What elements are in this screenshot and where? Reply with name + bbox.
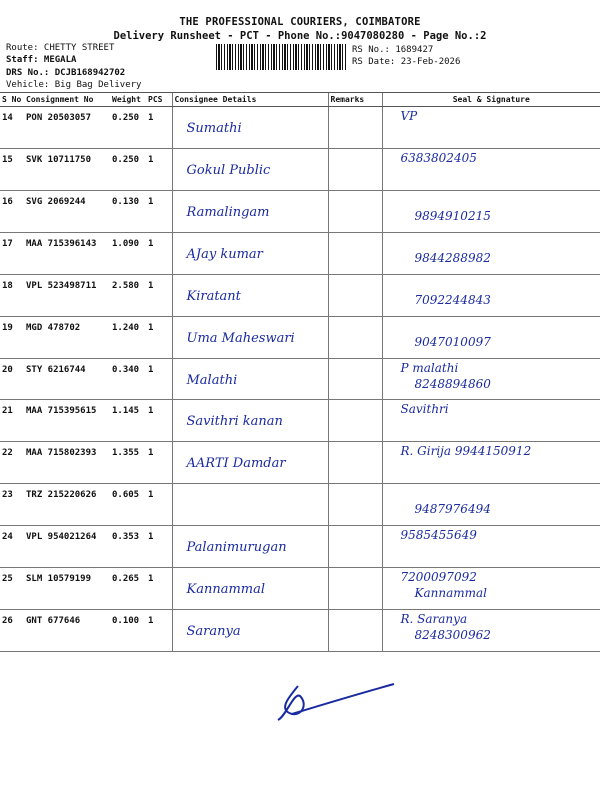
- cell-pcs: 1: [146, 148, 172, 190]
- supervisor-signature: [268, 676, 398, 722]
- cell-consignee: [172, 526, 328, 568]
- table-row: [0, 442, 600, 484]
- col-pcs: PCS: [146, 93, 172, 107]
- cell-weight: 0.130: [110, 190, 146, 232]
- cell-weight: 0.250: [110, 148, 146, 190]
- cell-seal-signature: [382, 400, 600, 442]
- cell-sno: 14: [0, 107, 24, 149]
- cell-seal-signature: [382, 358, 600, 400]
- cell-sno: 22: [0, 442, 24, 484]
- cell-consignment: MAA 715802393: [24, 442, 110, 484]
- consignee-handwriting: Uma Maheswari: [186, 330, 295, 346]
- cell-pcs: 1: [146, 568, 172, 610]
- table-row: [0, 610, 600, 652]
- cell-consignment: VPL 954021264: [24, 526, 110, 568]
- col-remarks: Remarks: [328, 93, 382, 107]
- seal-signature-text: VP: [400, 109, 418, 123]
- vehicle-label: Vehicle: Big Bag Delivery: [6, 80, 142, 90]
- route-label: Route: CHETTY STREET: [6, 43, 115, 53]
- cell-weight: 1.355: [110, 442, 146, 484]
- seal-phone-text: 8248894860: [414, 376, 491, 391]
- cell-consignee: [172, 610, 328, 652]
- consignee-handwriting: Ramalingam: [186, 204, 270, 220]
- cell-sno: 17: [0, 232, 24, 274]
- table-row: [0, 316, 600, 358]
- cell-seal-signature: [382, 484, 600, 526]
- rs-number: RS No.: 1689427: [352, 45, 434, 55]
- cell-sno: 21: [0, 400, 24, 442]
- cell-weight: 0.353: [110, 526, 146, 568]
- seal-phone-text: 8248300962: [414, 628, 491, 643]
- table-row: [0, 232, 600, 274]
- cell-consignee: [172, 190, 328, 232]
- cell-consignee: [172, 107, 328, 149]
- cell-pcs: 1: [146, 610, 172, 652]
- cell-pcs: 1: [146, 358, 172, 400]
- consignee-handwriting: Kannammal: [186, 582, 266, 598]
- table-row: [0, 148, 600, 190]
- cell-remarks: [328, 107, 382, 149]
- cell-sno: 15: [0, 148, 24, 190]
- drs-label: DRS No.: DCJB168942702: [6, 68, 126, 78]
- col-weight: Weight: [110, 93, 146, 107]
- table-row: [0, 107, 600, 149]
- seal-signature-text: Savithri: [400, 402, 449, 417]
- table-row: [0, 568, 600, 610]
- consignee-handwriting: AJay kumar: [186, 246, 263, 262]
- cell-weight: 0.250: [110, 107, 146, 149]
- cell-weight: 1.145: [110, 400, 146, 442]
- table-row: [0, 358, 600, 400]
- cell-pcs: 1: [146, 107, 172, 149]
- consignee-handwriting: AARTI Damdar: [186, 456, 286, 472]
- seal-phone-text: 9844288982: [414, 250, 491, 265]
- col-seal: Seal & Signature: [382, 93, 600, 107]
- cell-consignment: VPL 523498711: [24, 274, 110, 316]
- cell-seal-signature: [382, 232, 600, 274]
- cell-pcs: 1: [146, 400, 172, 442]
- cell-remarks: [328, 568, 382, 610]
- cell-remarks: [328, 316, 382, 358]
- cell-pcs: 1: [146, 526, 172, 568]
- seal-signature-text: 9585455649: [400, 528, 477, 543]
- cell-remarks: [328, 274, 382, 316]
- cell-pcs: 1: [146, 316, 172, 358]
- barcode-image: [216, 44, 346, 70]
- seal-phone-text: 9894910215: [414, 208, 491, 223]
- cell-remarks: [328, 190, 382, 232]
- seal-phone-text: 9487976494: [414, 502, 491, 517]
- seal-signature-text: R. Saranya: [400, 612, 468, 627]
- col-consignment: Consignment No: [24, 93, 110, 107]
- cell-sno: 23: [0, 484, 24, 526]
- cell-sno: 18: [0, 274, 24, 316]
- cell-sno: 16: [0, 190, 24, 232]
- table-row: [0, 526, 600, 568]
- staff-label: Staff: MEGALA: [6, 55, 77, 65]
- cell-weight: 1.090: [110, 232, 146, 274]
- cell-pcs: 1: [146, 442, 172, 484]
- cell-sno: 19: [0, 316, 24, 358]
- col-consignee: Consignee Details: [172, 93, 328, 107]
- consignee-handwriting: Kiratant: [186, 288, 241, 304]
- cell-seal-signature: [382, 148, 600, 190]
- cell-remarks: [328, 610, 382, 652]
- cell-consignment: MGD 478702: [24, 316, 110, 358]
- cell-consignee: [172, 358, 328, 400]
- cell-consignment: SVG 2069244: [24, 190, 110, 232]
- cell-consignee: [172, 148, 328, 190]
- cell-remarks: [328, 148, 382, 190]
- cell-seal-signature: [382, 107, 600, 149]
- cell-remarks: [328, 400, 382, 442]
- seal-signature-text: 7200097092: [400, 570, 477, 585]
- cell-consignee: [172, 568, 328, 610]
- cell-consignment: MAA 715396143: [24, 232, 110, 274]
- consignee-handwriting: Saranya: [186, 624, 241, 640]
- cell-sno: 24: [0, 526, 24, 568]
- cell-pcs: 1: [146, 232, 172, 274]
- cell-consignee: [172, 484, 328, 526]
- cell-consignee: [172, 274, 328, 316]
- cell-consignment: GNT 677646: [24, 610, 110, 652]
- runsheet-subtitle: Delivery Runsheet - PCT - Phone No.:9047080280 - Page No.:2: [113, 30, 487, 42]
- cell-seal-signature: [382, 442, 600, 484]
- cell-weight: 2.580: [110, 274, 146, 316]
- cell-sno: 25: [0, 568, 24, 610]
- consignee-handwriting: Sumathi: [186, 121, 242, 136]
- cell-pcs: 1: [146, 484, 172, 526]
- cell-seal-signature: [382, 274, 600, 316]
- cell-weight: 0.265: [110, 568, 146, 610]
- cell-seal-signature: [382, 316, 600, 358]
- cell-consignment: PON 20503057: [24, 107, 110, 149]
- seal-phone-text: 7092244843: [414, 292, 491, 307]
- cell-remarks: [328, 442, 382, 484]
- cell-weight: 0.605: [110, 484, 146, 526]
- table-row: [0, 484, 600, 526]
- cell-weight: 0.100: [110, 610, 146, 652]
- col-sno: S No: [0, 93, 24, 107]
- cell-pcs: 1: [146, 274, 172, 316]
- consignee-handwriting: Gokul Public: [186, 162, 271, 178]
- cell-remarks: [328, 484, 382, 526]
- table-header-row: [0, 93, 600, 107]
- cell-consignee: [172, 442, 328, 484]
- cell-consignment: STY 6216744: [24, 358, 110, 400]
- table-row: [0, 190, 600, 232]
- cell-remarks: [328, 232, 382, 274]
- cell-remarks: [328, 358, 382, 400]
- table-row: [0, 400, 600, 442]
- cell-remarks: [328, 526, 382, 568]
- seal-signature-text: P malathi: [400, 360, 459, 375]
- cell-pcs: 1: [146, 190, 172, 232]
- cell-seal-signature: [382, 526, 600, 568]
- seal-signature-text: 6383802405: [400, 150, 477, 165]
- consignee-handwriting: Savithri kanan: [186, 414, 283, 430]
- consignee-handwriting: Malathi: [186, 372, 238, 388]
- cell-consignee: [172, 232, 328, 274]
- cell-seal-signature: [382, 610, 600, 652]
- table-row: [0, 274, 600, 316]
- seal-signature-text: R. Girija 9944150912: [400, 444, 532, 459]
- cell-consignment: SVK 10711750: [24, 148, 110, 190]
- seal-phone-text: Kannammal: [414, 586, 487, 601]
- cell-weight: 0.340: [110, 358, 146, 400]
- cell-sno: 20: [0, 358, 24, 400]
- delivery-table: [0, 92, 600, 652]
- rs-date: RS Date: 23-Feb-2026: [352, 57, 461, 67]
- cell-sno: 26: [0, 610, 24, 652]
- consignee-handwriting: Palanimurugan: [186, 540, 287, 556]
- cell-seal-signature: [382, 190, 600, 232]
- cell-weight: 1.240: [110, 316, 146, 358]
- cell-seal-signature: [382, 568, 600, 610]
- seal-phone-text: 9047010097: [414, 334, 491, 349]
- cell-consignment: SLM 10579199: [24, 568, 110, 610]
- cell-consignment: TRZ 215220626: [24, 484, 110, 526]
- cell-consignee: [172, 400, 328, 442]
- cell-consignee: [172, 316, 328, 358]
- company-title: THE PROFESSIONAL COURIERS, COIMBATORE: [179, 16, 421, 28]
- cell-consignment: MAA 715395615: [24, 400, 110, 442]
